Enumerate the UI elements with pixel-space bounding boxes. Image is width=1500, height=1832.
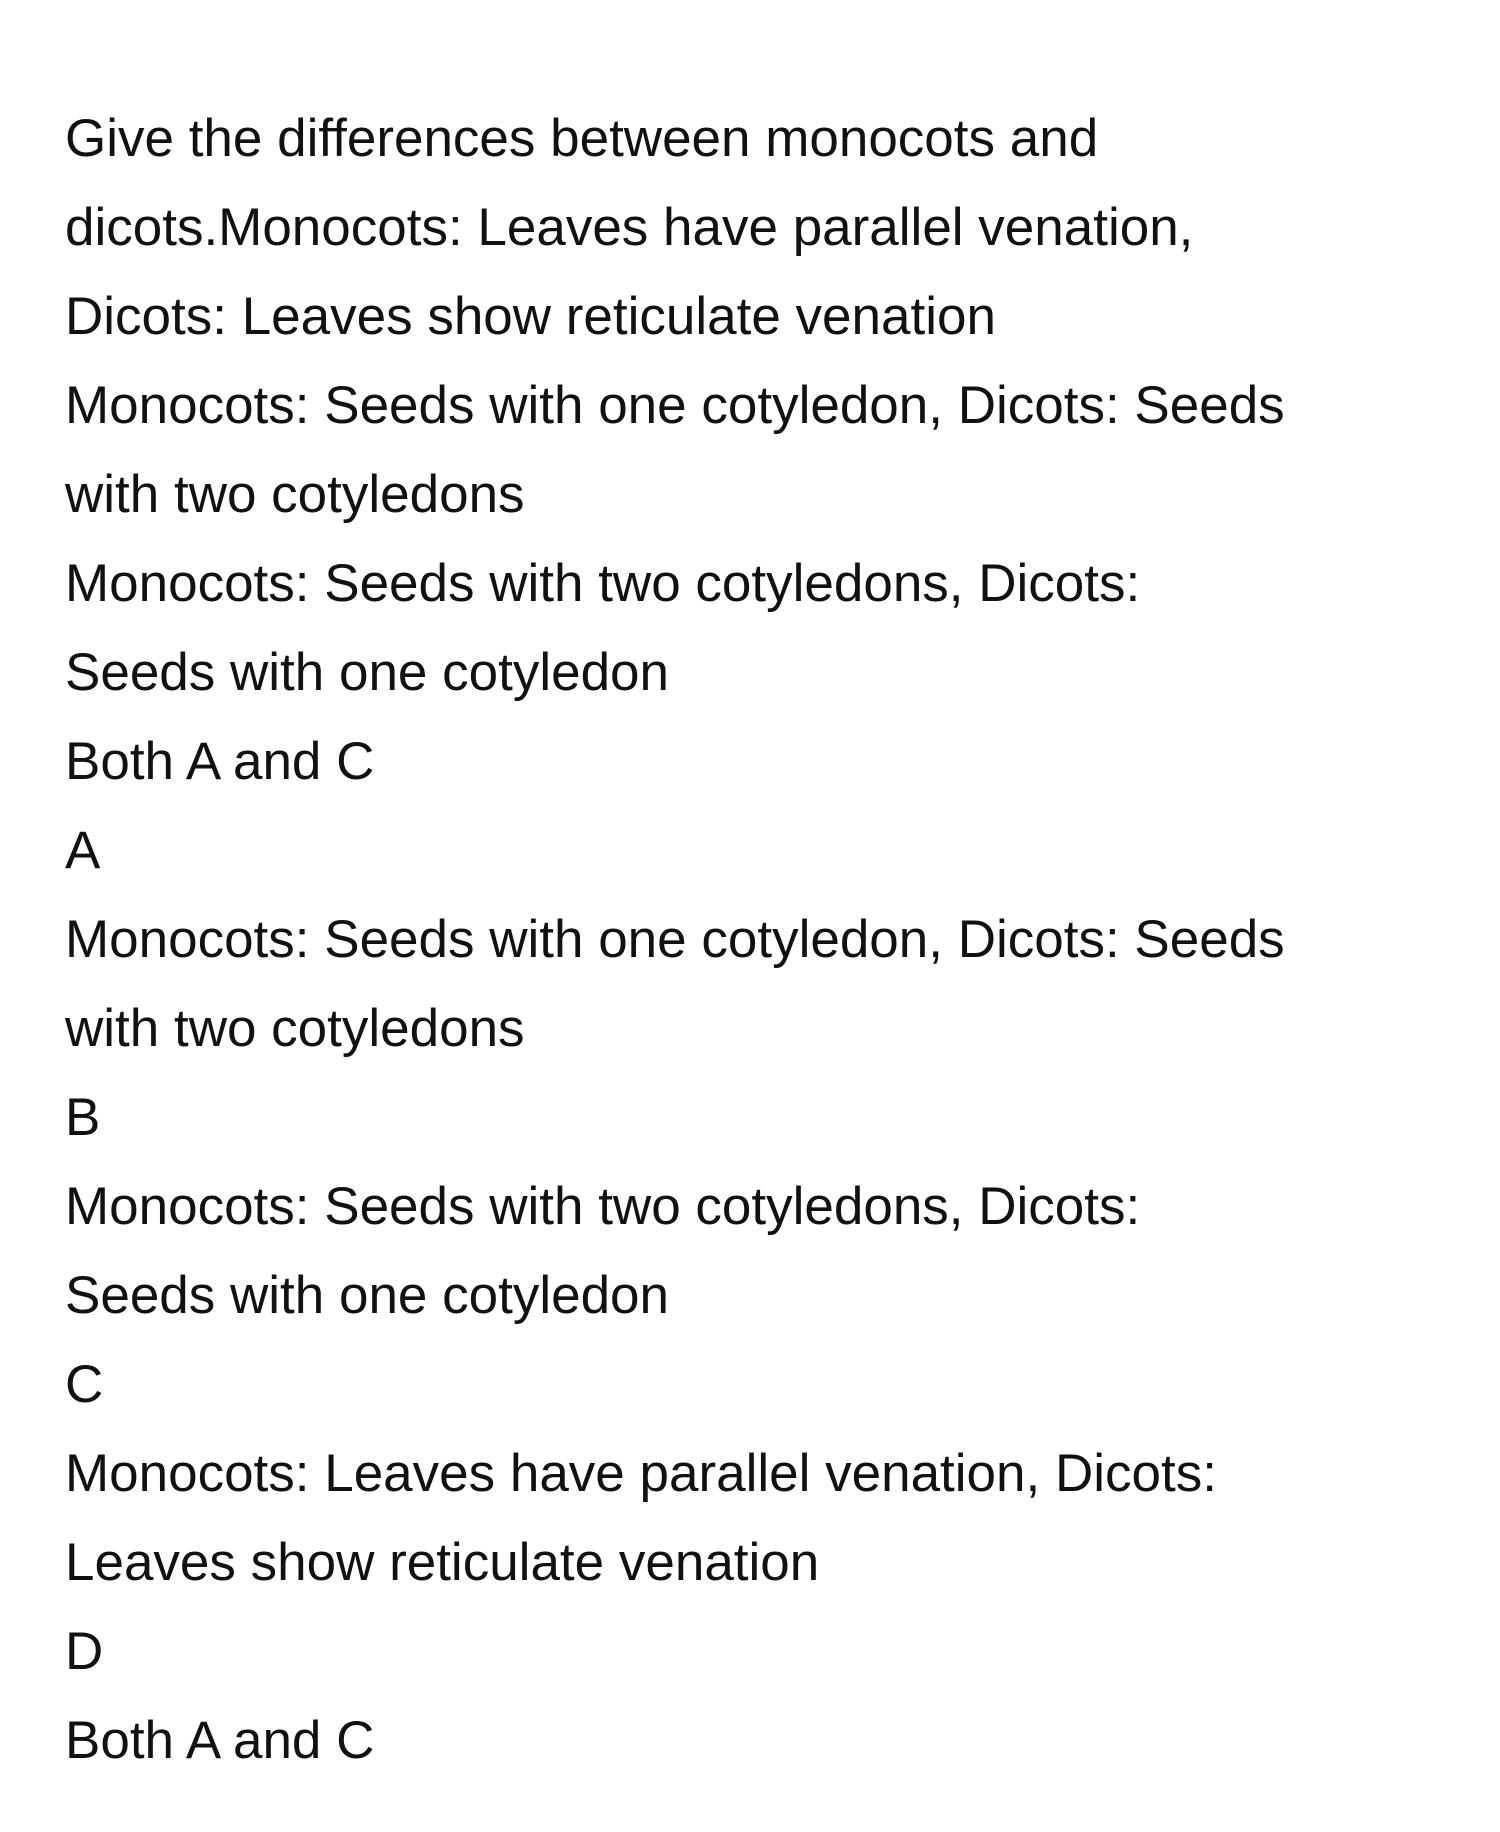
choice-text-line: Monocots: Seeds with two cotyledons, Dicots: [65, 554, 1141, 613]
choice-text-line: Monocots: Seeds with one cotyledon, Dicots: Seeds [65, 376, 1285, 435]
option-b-text-line: Monocots: Seeds with two cotyledons, Dicots: [65, 1177, 1141, 1236]
option-a-text-line: Monocots: Seeds with one cotyledon, Dicots: Seeds [65, 910, 1285, 969]
option-letter-d: D [65, 1622, 104, 1681]
option-letter-b: B [65, 1088, 101, 1147]
choice-text-line: Both A and C [65, 732, 375, 791]
choice-text-line: with two cotyledons [65, 465, 525, 524]
option-letter-a: A [65, 821, 101, 880]
choice-text-line: Seeds with one cotyledon [65, 643, 670, 702]
question-text-line: Dicots: Leaves show reticulate venation [65, 287, 996, 346]
document-body [65, 94, 1465, 1785]
option-b-text-line: Seeds with one cotyledon [65, 1266, 670, 1325]
question-text-line: dicots.Monocots: Leaves have parallel venation, [65, 198, 1194, 257]
option-c-text-line: Monocots: Leaves have parallel venation, Dicots: [65, 1444, 1217, 1503]
option-letter-c: C [65, 1355, 104, 1414]
question-text-line: Give the differences between monocots and [65, 109, 1099, 168]
option-d-text-line: Both A and C [65, 1711, 375, 1770]
option-a-text-line: with two cotyledons [65, 999, 525, 1058]
option-c-text-line: Leaves show reticulate venation [65, 1533, 820, 1592]
